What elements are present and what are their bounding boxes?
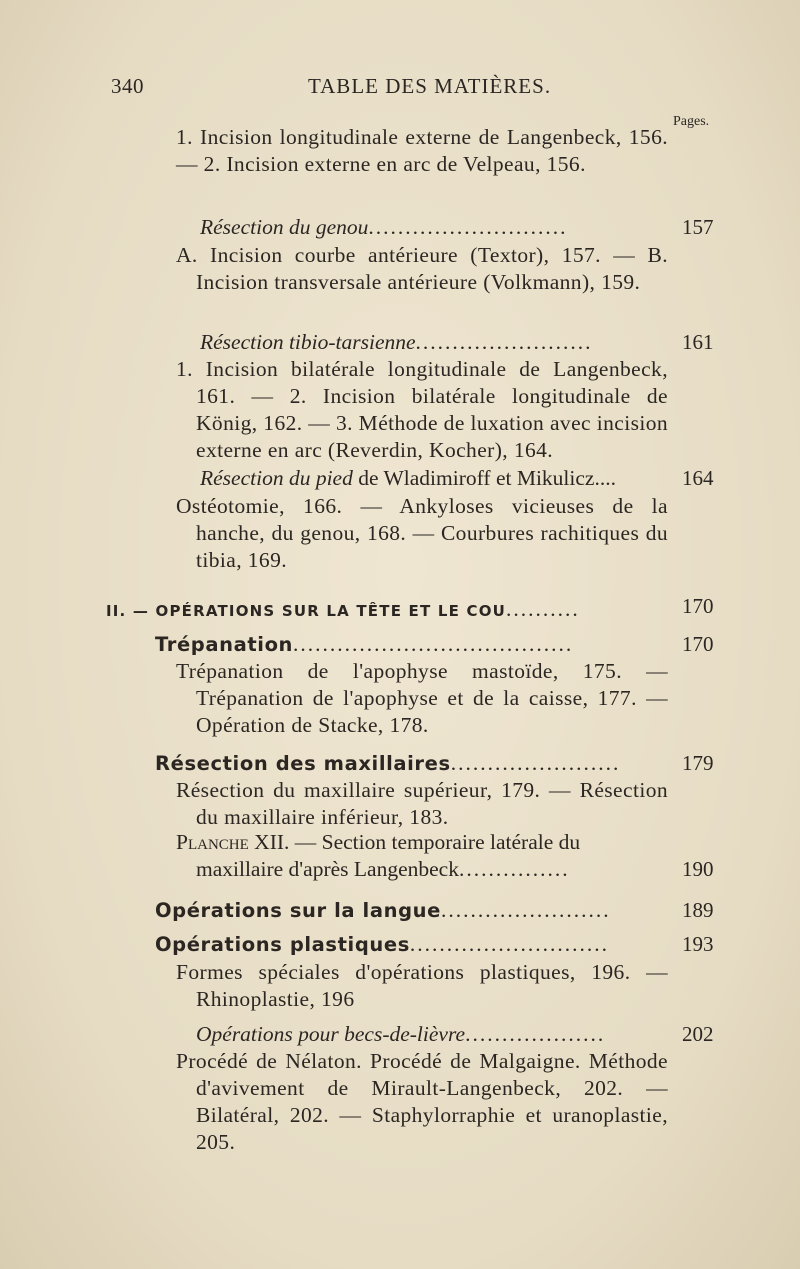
entry-page: 179 <box>682 751 714 775</box>
leader-dots: ........................... <box>409 932 610 956</box>
toc-entry-maxillaires[interactable] <box>155 751 670 776</box>
leader-dots: ........................ <box>415 330 593 354</box>
toc-entry-genou[interactable] <box>200 215 670 240</box>
toc-entry-planche-xii[interactable] <box>176 830 671 855</box>
toc-entry-becs-de-lievre[interactable] <box>196 1022 670 1047</box>
entry-title: Résection du pied <box>200 466 353 490</box>
toc-entry-plastiques[interactable] <box>155 932 670 957</box>
entry-page: 170 <box>682 594 714 618</box>
leader-dots: ...................................... <box>293 632 574 656</box>
leader-dots: ............... <box>458 857 570 881</box>
entry-page: 164 <box>682 466 714 490</box>
entry-page: 157 <box>682 215 714 239</box>
entry-text: Formes spéciales d'opérations plastiques, 196. — Rhinoplastie, 196 <box>176 960 668 1011</box>
leader-dots: ....................... <box>440 898 611 922</box>
leader-dots: ........................... <box>368 215 568 239</box>
entry-page: 189 <box>682 898 714 922</box>
entry-title: Opérations plastiques <box>155 933 410 956</box>
entry-title: Opérations sur la langue <box>155 899 441 922</box>
entry-description <box>176 493 668 574</box>
entry-text: Résection du maxillaire supérieur, 179. — Résection du maxillaire inférieur, 183. <box>176 778 668 829</box>
entry-page: 190 <box>682 857 714 881</box>
entry-title: Opérations pour becs-de-lièvre <box>196 1022 466 1046</box>
entry-text: A. Incision courbe antérieure (Textor), 157. — B. Incision transversale antérieure (Volkmann), 159. <box>176 243 668 294</box>
entry-page: 202 <box>682 1022 714 1046</box>
leader-dots: .......... <box>506 597 580 621</box>
entry-description <box>176 356 668 464</box>
entry-text: 1. Incision longitudinale externe de Langenbeck, 156. — 2. Incision externe en arc de Velpeau, 156. <box>176 125 668 176</box>
entry-description <box>176 777 668 831</box>
pages-column-label: Pages. <box>673 114 710 129</box>
toc-entry-planche-xii-cont <box>196 857 670 882</box>
entry-description <box>176 658 668 739</box>
toc-entry-langue[interactable] <box>155 898 670 923</box>
entry-page: 170 <box>682 632 714 656</box>
entry-page: 193 <box>682 932 714 956</box>
entry-text: XII. — Section temporaire latérale du <box>248 830 581 854</box>
leader-dots: ....................... <box>450 751 621 775</box>
entry-title: Résection des maxillaires <box>155 752 451 775</box>
page-number: 340 <box>111 74 144 98</box>
section-title: II. — OPÉRATIONS SUR LA TÊTE ET LE COU <box>106 602 507 620</box>
plate-label: Planche <box>176 830 249 854</box>
entry-page: 161 <box>682 330 714 354</box>
entry-text: Procédé de Nélaton. Procédé de Malgaigne. Méthode d'avivement de Mirault-Langenbeck, 202. — Bilatéral, 202. — Staphylorraphie et uranoplastie, 205. <box>176 1049 668 1154</box>
entry-title-rest: de Wladimiroff et Mikulicz.... <box>352 466 616 490</box>
leader-dots: ................... <box>465 1022 606 1046</box>
entry-title: Résection du genou <box>200 215 369 239</box>
toc-entry-tibio-tarsienne[interactable] <box>200 330 670 355</box>
entry-description <box>176 242 668 296</box>
entry-title: Résection tibio-tarsienne <box>200 330 416 354</box>
entry-description <box>176 959 668 1013</box>
entry-text: 1. Incision bilatérale longitudinale de Langenbeck, 161. — 2. Incision bilatérale longitudinale de König, 162. — 3. Méthode de luxation avec incision externe en arc (Reverdin, Kocher), 164. <box>176 357 669 462</box>
entry-title: Trépanation <box>155 633 294 656</box>
entry-description <box>176 1048 668 1156</box>
entry-text: Trépanation de l'apophyse mastoïde, 175. — Trépanation de l'apophyse et de la caisse, 177. — Opération de Stacke, 178. <box>176 659 668 737</box>
toc-entry-trepanation[interactable] <box>155 632 670 657</box>
entry-text: maxillaire d'après Langenbeck <box>196 857 459 881</box>
toc-section-tete-cou[interactable] <box>106 597 671 622</box>
page-title: TABLE DES MATIÈRES. <box>308 74 552 98</box>
entry-text: Ostéotomie, 166. — Ankyloses vicieuses de la hanche, du genou, 168. — Courbures rachitiques du tibia, 169. <box>176 494 668 572</box>
entry-description <box>176 124 668 178</box>
toc-entry-pied[interactable] <box>200 466 670 491</box>
